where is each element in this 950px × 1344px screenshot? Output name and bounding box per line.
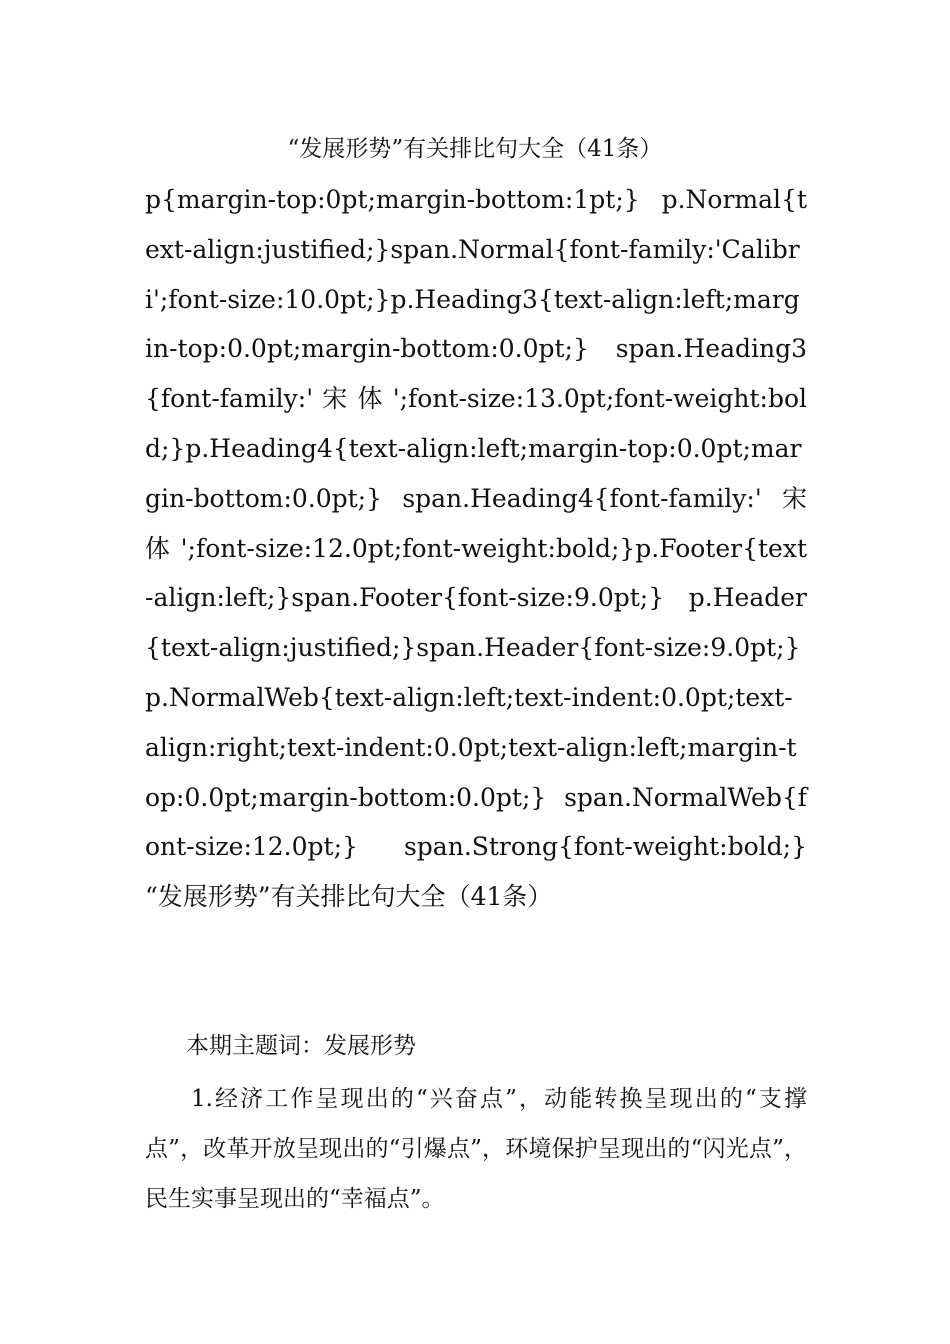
css-body-text: p{margin-top:0pt;margin-bottom:1pt;} p.Normal{text-align:justified;}span.Normal{font-family:'Calibri';font-size:10.0pt;}p.Heading3{text-align:left;margin-top:0.0pt;margin-bottom:0.0pt;} span.Heading3{font-family:' 宋 体 ';font-size:13.0pt;font-weight:bold;}p.Heading4{text-align:left;margin-top:0.0pt;margin-bottom:0.0pt;} span.Heading4{font-family:' 宋 体 ';font-size:12.0pt;font-weight:bold;}p.Footer{text-align:left;}span.Footer{font-size:9.0pt;} p.Header{text-align:justified;}span.Header{font-size:9.0pt;}p.NormalWeb{text-align:left;text-indent:0.0pt;text-align:right;text-indent:0.0pt;text-align:left;margin-top:0.0pt;margin-bottom:0.0pt;} span.NormalWeb{font-size:12.0pt;} span.Strong{font-weight:bold;} “发展形势”有关排比句大全（41条） — [145, 185, 807, 912]
topic-line: 本期主题词：发展形势 — [186, 1033, 416, 1059]
document-title: “发展形势”有关排比句大全（41条） — [287, 136, 663, 162]
paragraph-1: 1.经济工作呈现出的“兴奋点”，动能转换呈现出的“支撑点”，改革开放呈现出的“引爆点”，环境保护呈现出的“闪光点”，民生实事呈现出的“幸福点”。 — [145, 1086, 807, 1212]
